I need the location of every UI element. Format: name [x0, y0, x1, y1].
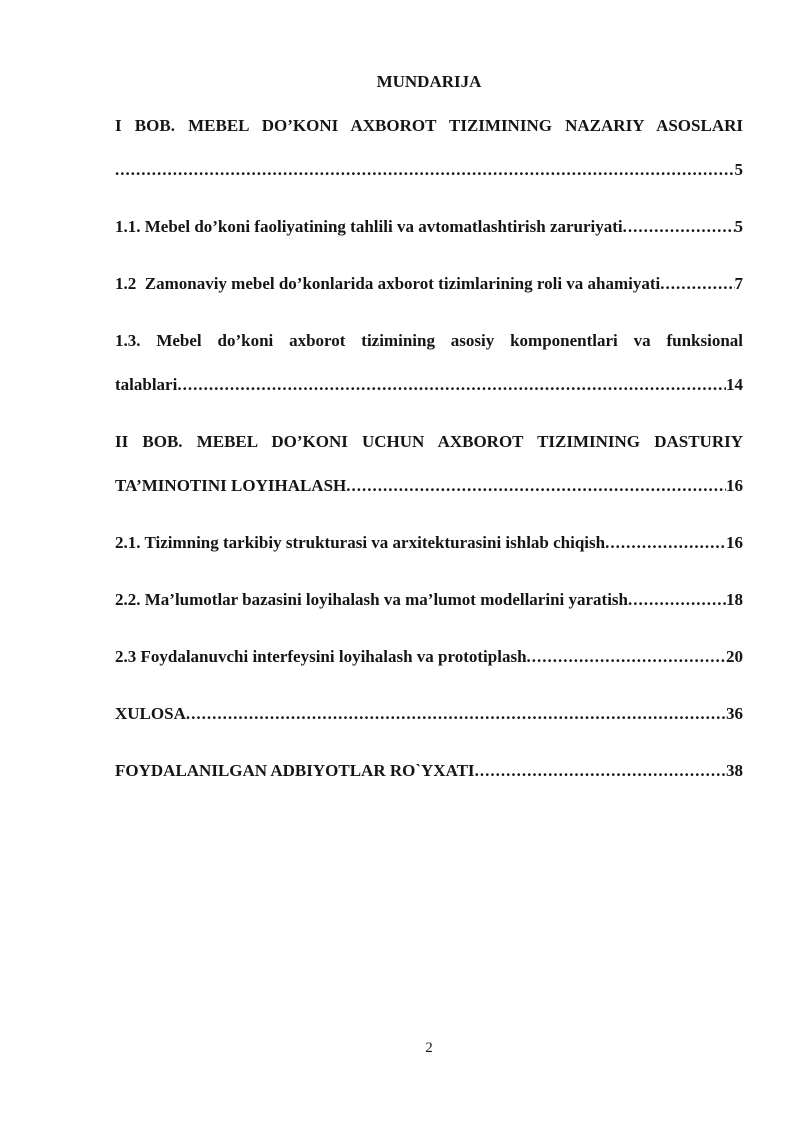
toc-line — [115, 692, 743, 736]
page-number: 2 — [425, 1040, 433, 1056]
toc-title: MUNDARIJA — [376, 72, 482, 91]
toc-entry-xulosa — [115, 692, 743, 736]
toc-page-ref: 16 — [726, 476, 743, 495]
toc-entry-text: 1.2 Zamonaviy mebel do’konlarida axborot tizimlarining roli va ahamiyati — [115, 274, 661, 293]
toc-page-ref: 5 — [734, 160, 743, 179]
toc-line — [115, 104, 743, 148]
dot-leader — [605, 521, 726, 565]
toc-line — [115, 578, 743, 622]
toc-line — [115, 262, 743, 306]
toc-entry-text: TA’MINOTINI LOYIHALASH — [115, 476, 347, 495]
toc-entry-text: 1.3. Mebel do’koni axborot tizimining asosiy komponentlari va funksional — [115, 331, 743, 350]
toc-line — [115, 521, 743, 565]
toc-entry-2-3 — [115, 635, 743, 679]
toc — [115, 104, 743, 793]
toc-entry-text: II BOB. MEBEL DO’KONI UCHUN AXBOROT TIZIMINING DASTURIY — [115, 432, 743, 451]
dot-leader — [660, 262, 734, 306]
toc-entry-2-1 — [115, 521, 743, 565]
toc-entry-text: 2.2. Ma’lumotlar bazasini loyihalash va ma’lumot modellarini yaratish — [115, 590, 629, 609]
dot-leader — [475, 749, 726, 793]
toc-entry-references — [115, 749, 743, 793]
toc-page-ref: 18 — [726, 590, 743, 609]
toc-page-ref: 20 — [726, 647, 743, 666]
toc-page-ref: 14 — [726, 375, 743, 394]
toc-line — [115, 319, 743, 363]
toc-page-ref: 7 — [734, 274, 743, 293]
toc-entry-1-3 — [115, 319, 743, 407]
toc-line — [115, 148, 743, 192]
toc-line — [115, 635, 743, 679]
toc-entry-text: talablari — [115, 375, 178, 394]
dot-leader — [186, 692, 726, 736]
toc-page-ref: 36 — [726, 704, 743, 723]
dot-leader — [177, 363, 726, 407]
toc-entry-chapter-1 — [115, 104, 743, 192]
toc-page-ref: 16 — [726, 533, 743, 552]
toc-line — [115, 363, 743, 407]
toc-page-ref: 38 — [726, 761, 743, 780]
dot-leader — [115, 148, 735, 192]
toc-line — [115, 464, 743, 508]
toc-entry-chapter-2 — [115, 420, 743, 508]
toc-entry-text: 1.1. Mebel do’koni faoliyatining tahlili va avtomatlashtirish zaruriyati — [115, 217, 623, 236]
dot-leader — [628, 578, 726, 622]
dot-leader — [527, 635, 726, 679]
toc-line — [115, 205, 743, 249]
toc-entry-text: 2.3 Foydalanuvchi interfeysini loyihalash va prototiplash — [115, 647, 527, 666]
toc-line — [115, 420, 743, 464]
toc-entry-2-2 — [115, 578, 743, 622]
dot-leader — [346, 464, 726, 508]
toc-entry-1-1 — [115, 205, 743, 249]
toc-entry-text: FOYDALANILGAN ADBIYOTLAR RO`YXATI — [115, 761, 475, 780]
dot-leader — [623, 205, 735, 249]
toc-entry-text: XULOSA — [115, 704, 186, 723]
toc-page-ref: 5 — [734, 217, 743, 236]
toc-entry-text: 2.1. Tizimning tarkibiy strukturasi va arxitekturasini ishlab chiqish — [115, 533, 606, 552]
toc-entry-1-2 — [115, 262, 743, 306]
toc-line — [115, 749, 743, 793]
toc-entry-text: I BOB. MEBEL DO’KONI AXBOROT TIZIMINING NAZARIY ASOSLARI — [115, 116, 743, 135]
